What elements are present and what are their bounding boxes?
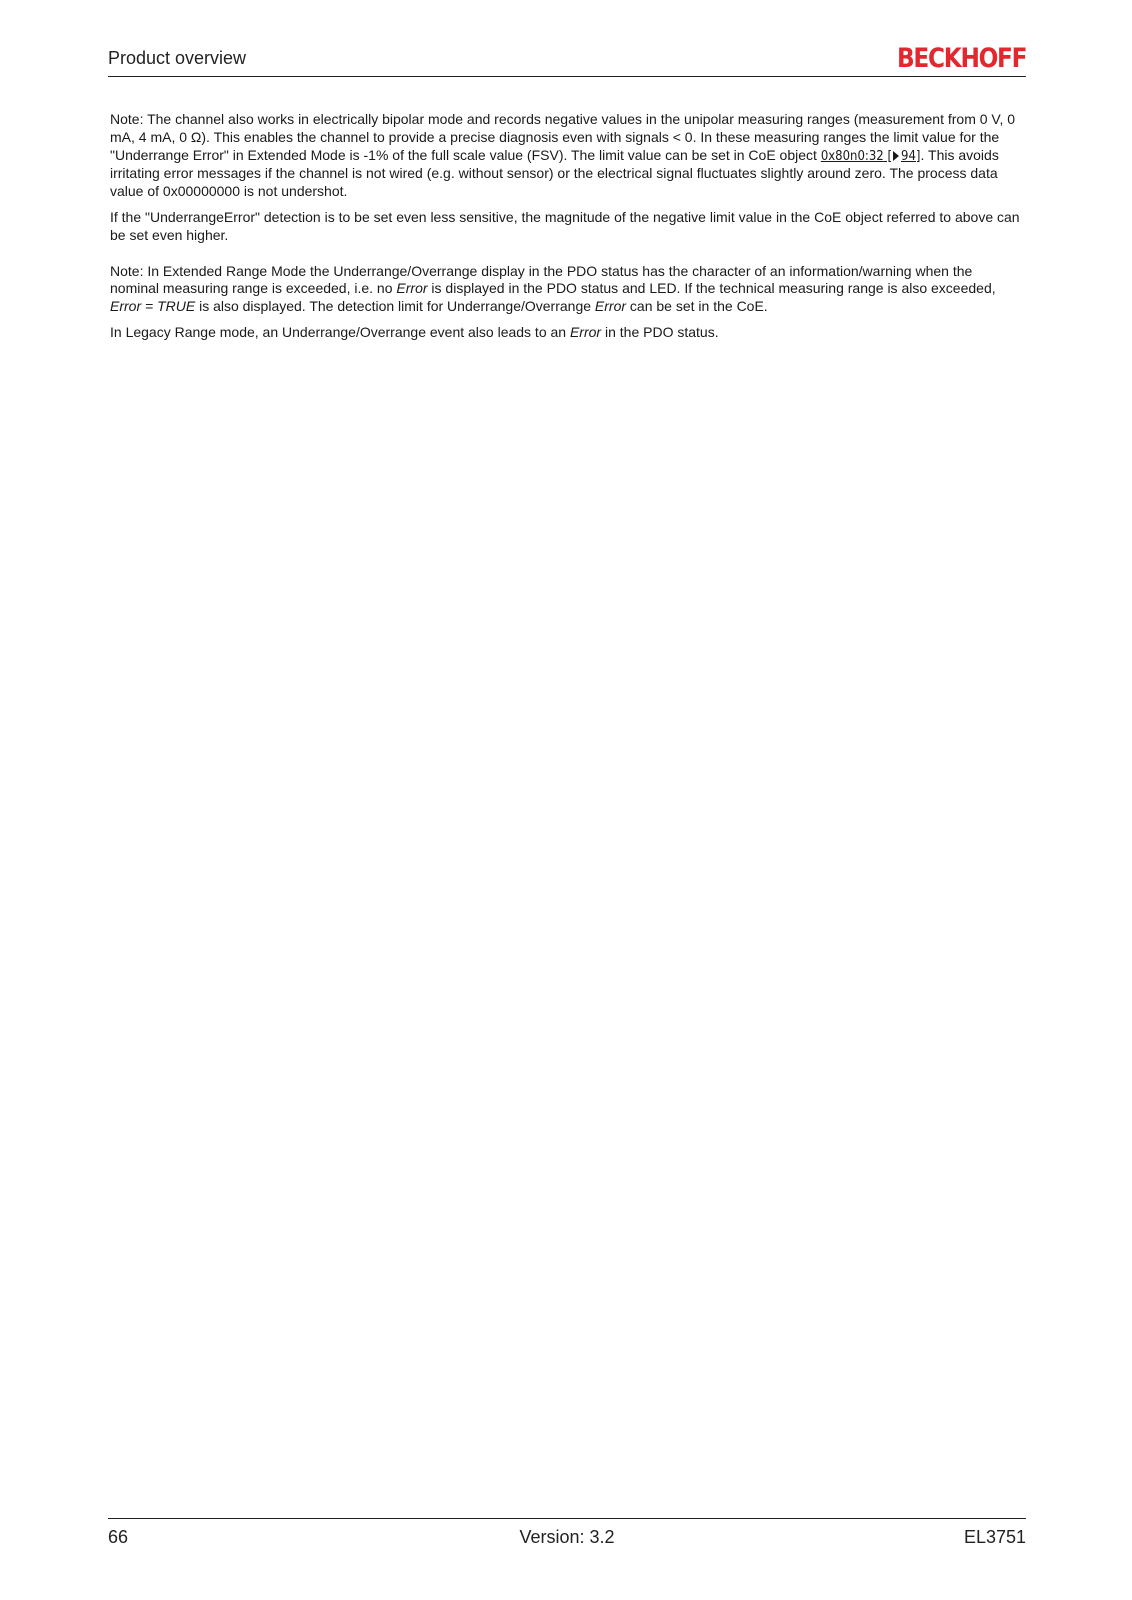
p3-part4: can be set in the CoE.	[626, 298, 768, 315]
p3-part2: is displayed in the PDO status and LED. If the technical measuring range is also exceeded,	[427, 280, 996, 297]
section-title: Product overview	[108, 48, 247, 68]
underrange-sensitivity-paragraph: If the "UnderrangeError" detection is to be set even less sensitive, the magnitude of the negative limit value in the CoE object referred to above can be set even higher.	[110, 208, 1020, 243]
coe-object-link-text: 0x80n0:32	[820, 148, 884, 164]
beckhoff-logo: BECKHOFF	[896, 43, 1026, 74]
p1-text-after-link: . This avoids irritating error messages if the channel is not wired (e.g. without sensor) or the electrical signal fluctuates slightly around zero. The process data value of 0x00000000 is not undershot.	[110, 146, 999, 200]
p4-part1: In Legacy Range mode, an Underrange/Overrange event also leads to an	[110, 323, 570, 340]
note-paragraph-extended-range	[110, 263, 1025, 316]
link-bracket-close: ]	[915, 148, 921, 164]
p3-em-error-limit: Error	[594, 298, 627, 315]
document-version: Version: 3.2	[519, 1527, 615, 1547]
p1-text-before-link: Note: The channel also works in electrically bipolar mode and records negative values in the unipolar measuring ranges (measurement from 0 V, 0 mA, 4 mA, 0 Ω). This enables the channel to provide a precise diagnosis even with signals < 0. In these measuring ranges the limit value for the "Underrange Error" in Extended Mode is -1% of the full scale value (FSV). The limit value can be set in CoE object	[110, 111, 1016, 163]
link-bracket-open: [	[883, 148, 893, 164]
p4-part2: in the PDO status.	[601, 323, 719, 340]
page-header	[108, 44, 1026, 77]
page-reference-arrow-icon	[893, 151, 899, 161]
p3-em-error-true: Error = TRUE	[110, 298, 196, 315]
page-content	[110, 111, 1025, 350]
link-page-number: 94	[901, 148, 916, 164]
product-name: EL3751	[963, 1527, 1026, 1547]
coe-object-link[interactable]	[821, 149, 921, 164]
page-number: 66	[108, 1527, 129, 1547]
p3-part1: Note: In Extended Range Mode the Underrange/Overrange display in the PDO status has the character of an information/warning when the nominal measuring range is exceeded, i.e. no	[110, 262, 973, 297]
p3-em-error: Error	[396, 280, 428, 297]
p4-em-error: Error	[569, 323, 602, 340]
page-footer	[108, 1518, 1026, 1549]
note-paragraph-bipolar	[110, 111, 1025, 201]
legacy-range-paragraph	[110, 324, 1025, 342]
p3-part3: is also displayed. The detection limit for Underrange/Overrange	[195, 298, 595, 315]
